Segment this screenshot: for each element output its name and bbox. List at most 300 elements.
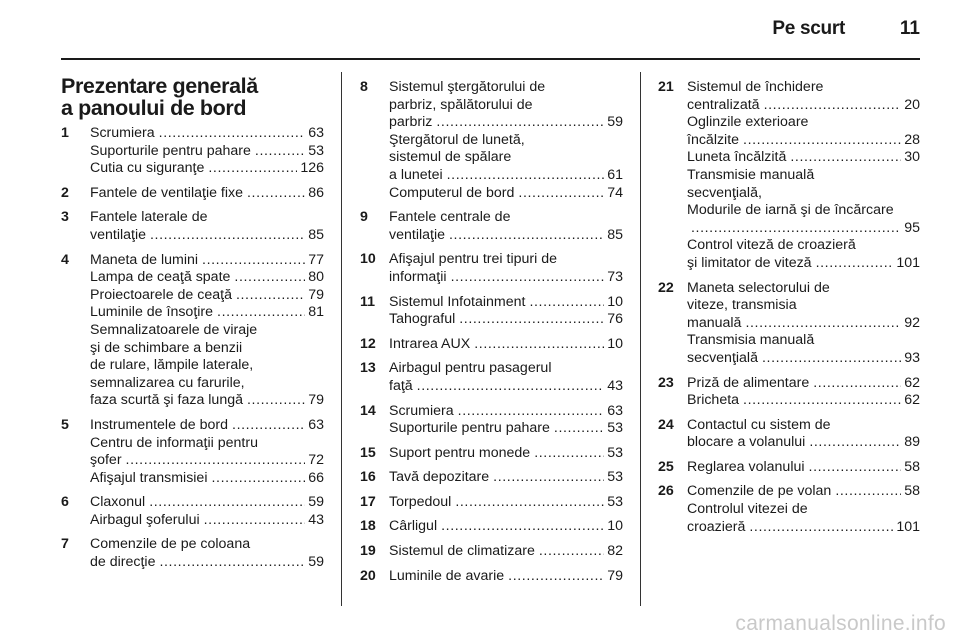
entry-text: Fantele centrale de [389,209,511,226]
entry-text: Computerul de bord [389,184,515,201]
entry-line [90,554,324,572]
entry-line [687,519,920,537]
entry-line [687,255,920,273]
entry-lines [389,403,623,438]
page-header [0,0,960,60]
entry-line [687,132,920,150]
entry-line [687,280,920,298]
entry-text: Proiectoarele de ceaţă [90,286,232,303]
entry-line [90,435,324,453]
entry-list [658,79,920,536]
index-entry [658,459,920,477]
entry-text: Fantele laterale de [90,209,208,226]
entry-text: Bricheta [687,392,740,409]
entry-line [90,470,324,488]
dot-leader [150,227,305,245]
entry-text: Scrumiera [389,402,454,419]
page-reference: 101 [896,254,920,271]
page-reference: 62 [904,392,920,409]
dot-leader [447,167,605,185]
entry-lines [389,294,623,329]
entry-line [389,420,623,438]
dot-leader [208,160,297,178]
page-reference: 59 [607,114,623,131]
page-reference: 63 [607,402,623,419]
entry-line [90,227,324,245]
entry-lines [389,445,623,463]
entry-line [90,512,324,530]
entry-line [389,469,623,487]
entry-number: 6 [61,494,69,511]
entry-list [360,79,623,585]
page-reference: 77 [308,251,324,268]
dot-leader [529,294,604,312]
entry-lines [389,360,623,395]
entry-number: 25 [658,458,674,475]
entry-line [687,501,920,519]
entry-text: Semnalizatoarele de viraje [90,321,258,338]
entry-text: Airbagul şoferului [90,511,200,528]
page-reference: 53 [607,469,623,486]
entry-number: 5 [61,416,69,433]
dot-leader [149,494,305,512]
dot-leader [159,554,305,572]
dot-leader [247,392,305,410]
entry-line [389,543,623,561]
index-entry [360,568,623,586]
entry-line [389,518,623,536]
entry-line [687,297,920,315]
entry-number: 19 [360,543,376,560]
entry-lines [687,459,920,477]
entry-text: Controlul vitezei de [687,501,808,518]
entry-text: ventilaţie [90,226,146,243]
page-reference: 93 [904,349,920,366]
entry-line [389,149,623,167]
dot-leader [762,350,901,368]
index-entry [360,79,623,202]
page-reference: 43 [308,511,324,528]
dot-leader [459,311,604,329]
index-column-3 [658,79,920,543]
page-reference: 66 [308,469,324,486]
entry-text: Sistemul de climatizare [389,543,535,560]
entry-line [389,114,623,132]
entry-lines [90,185,324,203]
entry-line [389,568,623,586]
entry-lines [90,494,324,529]
entry-text: croazieră [687,518,746,535]
entry-text: Sistemul Infotainment [389,293,526,310]
dot-leader [451,269,605,287]
entry-line [389,227,623,245]
entry-text: Torpedoul [389,493,452,510]
entry-line [90,375,324,393]
entry-text: şofer [90,452,122,469]
dot-leader [743,132,901,150]
entry-line [687,483,920,501]
entry-text: Luminile de însoţire [90,304,214,321]
page-reference: 53 [607,420,623,437]
entry-line [389,378,623,396]
entry-text: Transmisie manuală [687,166,815,183]
entry-text: Tahograful [389,311,456,328]
entry-number: 17 [360,493,376,510]
entry-line [389,494,623,512]
entry-text: parbriz [389,114,433,131]
page-reference: 101 [896,518,920,535]
entry-number: 13 [360,360,376,377]
title-line: Prezentare generală [61,74,258,98]
entry-line [90,160,324,178]
entry-text: Ştergătorul de lunetă, [389,131,525,148]
entry-line [389,445,623,463]
entry-text: Suporturile pentru pahare [389,420,550,437]
entry-text: informaţii [389,268,447,285]
entry-line [687,202,920,220]
page-reference: 61 [607,166,623,183]
entry-text: semnalizarea cu farurile, [90,374,245,391]
entry-text: încălzite [687,131,740,148]
entry-number: 4 [61,251,69,268]
entry-lines [389,209,623,244]
entry-line [90,125,324,143]
entry-text: Maneta de lumini [90,251,199,268]
entry-line [687,459,920,477]
dot-leader [202,252,305,270]
dot-leader [436,114,604,132]
entry-number: 18 [360,518,376,535]
entry-text: Comenzile de pe coloana [90,536,251,553]
entry-lines [90,252,324,410]
page-reference: 10 [607,518,623,535]
dot-leader [159,125,306,143]
entry-line [90,417,324,435]
dot-leader [539,543,604,561]
entry-line [389,269,623,287]
entry-lines [389,251,623,286]
entry-line [389,360,623,378]
entry-lines [90,536,324,571]
index-entry [360,360,623,395]
entry-line [90,143,324,161]
entry-text: Claxonul [90,494,146,511]
dot-leader [234,269,305,287]
entry-number: 3 [61,209,69,226]
entry-text: Sistemul de închidere [687,79,824,95]
entry-text: Maneta selectorului de [687,279,830,296]
dot-leader [441,518,604,536]
index-entry [360,518,623,536]
entry-number: 22 [658,279,674,296]
index-entry [658,375,920,410]
entry-line [389,251,623,269]
dot-leader [835,483,901,501]
entry-line [389,167,623,185]
page-reference: 126 [300,160,324,177]
index-entry [658,483,920,536]
entry-text: Afişajul pentru trei tipuri de [389,251,557,268]
index-entry [360,336,623,354]
entry-lines [389,469,623,487]
entry-text: secvenţială, [687,184,762,201]
page-title [61,75,324,119]
entry-text: a lunetei [389,166,443,183]
entry-text: Cutia cu siguranţe [90,160,205,177]
index-entry [61,125,324,178]
entry-number: 1 [61,125,69,141]
entry-text: Fantele de ventilaţie fixe [90,184,244,201]
entry-line [687,375,920,393]
entry-number: 23 [658,374,674,391]
index-entry [658,79,920,273]
dot-leader [211,470,305,488]
entry-line [90,287,324,305]
entry-number: 15 [360,444,376,461]
page-number: 11 [899,18,920,39]
dot-leader [790,149,901,167]
entry-line [90,392,324,410]
entry-text: ventilaţie [389,226,445,243]
index-entry [61,185,324,203]
entry-text: Oglinzile exterioare [687,114,809,131]
entry-text: şi de schimbare a benzii [90,339,243,356]
entry-line [90,269,324,287]
entry-text: şi limitator de viteză [687,254,812,271]
page-reference: 53 [607,493,623,510]
page-reference: 95 [904,219,920,236]
entry-line [90,252,324,270]
dot-leader [554,420,604,438]
dot-leader [204,512,306,530]
dot-leader [813,375,901,393]
page-reference: 81 [308,304,324,321]
entry-line [687,237,920,255]
page-reference: 20 [904,96,920,113]
entry-line [687,350,920,368]
entry-text: manuală [687,314,742,331]
entry-text: Transmisia manuală [687,332,815,349]
entry-text: Suporturile pentru pahare [90,142,251,159]
entry-line [687,97,920,115]
index-entry [61,536,324,571]
entry-text: Reglarea volanului [687,458,805,475]
entry-number: 9 [360,209,368,226]
dot-leader [449,227,604,245]
entry-text: Airbagul pentru pasagerul [389,360,552,377]
dot-leader [518,185,604,203]
entry-number: 10 [360,251,376,268]
entry-lines [90,209,324,244]
entry-line [687,79,920,97]
entry-number: 20 [360,567,376,584]
page-reference: 63 [308,125,324,141]
entry-number: 2 [61,184,69,201]
index-entry [61,209,324,244]
entry-line [90,452,324,470]
dot-leader [508,568,604,586]
dot-leader [691,220,901,238]
page-reference: 76 [607,311,623,328]
entry-lines [389,543,623,561]
watermark: carmanualsonline.info [735,612,946,635]
entry-line [90,357,324,375]
entry-text: Scrumiera [90,125,155,141]
entry-line [90,304,324,322]
entry-line [389,294,623,312]
entry-lines [389,79,623,202]
entry-list [61,125,324,572]
entry-line [90,209,324,227]
index-entry [658,280,920,368]
entry-text: Intrarea AUX [389,335,471,352]
header-divider [61,58,920,60]
page-reference: 79 [308,392,324,409]
page-reference: 79 [607,567,623,584]
page-reference: 53 [607,444,623,461]
index-entry [360,445,623,463]
entry-text: de direcţie [90,554,156,571]
entry-text: Luminile de avarie [389,567,505,584]
page-reference: 85 [607,226,623,243]
entry-line [90,185,324,203]
entry-text: Afişajul transmisiei [90,469,208,486]
column-divider [640,72,641,606]
page-reference: 80 [308,269,324,286]
entry-line [389,79,623,97]
page-reference: 59 [308,554,324,571]
entry-number: 26 [658,483,674,500]
page-reference: 72 [308,452,324,469]
page-reference: 58 [904,458,920,475]
index-entry [61,494,324,529]
page-reference: 85 [308,226,324,243]
entry-line [687,185,920,203]
dot-leader [126,452,306,470]
entry-text: Comenzile de pe volan [687,483,832,500]
entry-text: Control viteză de croazieră [687,237,856,254]
entry-line [90,494,324,512]
page-reference: 92 [904,314,920,331]
entry-number: 14 [360,402,376,419]
page-reference: 28 [904,131,920,148]
entry-line [687,434,920,452]
page-reference: 73 [607,268,623,285]
entry-lines [687,79,920,273]
page-reference: 10 [607,293,623,310]
entry-text: Cârligul [389,518,438,535]
page-reference: 10 [607,335,623,352]
entry-line [389,311,623,329]
dot-leader [493,469,604,487]
entry-number: 16 [360,469,376,486]
page-reference: 53 [308,142,324,159]
entry-lines [687,375,920,410]
entry-number: 24 [658,416,674,433]
entry-number: 7 [61,536,69,553]
index-entry [360,494,623,512]
entry-lines [389,568,623,586]
index-entry [360,294,623,329]
entry-text: centralizată [687,96,760,113]
entry-line [90,340,324,358]
dot-leader [743,392,901,410]
entry-text: Tavă depozitare [389,469,490,486]
entry-line [687,332,920,350]
dot-leader [255,143,305,161]
entry-line [687,114,920,132]
entry-line [687,315,920,333]
entry-line [90,536,324,554]
index-column-1 [61,74,324,579]
entry-text: parbriz, spălătorului de [389,96,533,113]
page-reference: 30 [904,149,920,166]
entry-text: Priză de alimentare [687,374,810,391]
entry-line [687,149,920,167]
dot-leader [247,185,305,203]
dot-leader [458,403,605,421]
entry-line [687,167,920,185]
entry-line [687,417,920,435]
index-entry [360,469,623,487]
page-reference: 43 [607,377,623,394]
entry-line [90,322,324,340]
dot-leader [764,97,902,115]
entry-line [389,185,623,203]
entry-text: Modurile de iarnă şi de încărcare [687,202,894,219]
entry-text: secvenţială [687,349,758,366]
entry-number: 8 [360,79,368,95]
page-reference: 58 [904,483,920,500]
index-column-2 [360,79,623,592]
title-line: a panoului de bord [61,96,247,120]
page-reference: 59 [308,494,324,511]
section-title: Pe scurt [772,18,845,39]
entry-text: faza scurtă şi faza lungă [90,392,243,409]
page-reference: 62 [904,374,920,391]
column-divider [341,72,342,606]
entry-lines [687,483,920,536]
page-reference: 89 [904,434,920,451]
entry-text: Sistemul ştergătorului de [389,79,546,95]
dot-leader [816,255,894,273]
index-entry [360,251,623,286]
entry-line [389,336,623,354]
entry-text: Luneta încălzită [687,149,787,166]
dot-leader [236,287,305,305]
index-entry [360,543,623,561]
entry-text: sistemul de spălare [389,149,512,166]
dot-leader [417,378,605,396]
entry-text: Lampa de ceaţă spate [90,269,231,286]
entry-number: 11 [360,293,375,310]
entry-line [687,392,920,410]
dot-leader [809,459,902,477]
entry-text: blocare a volanului [687,434,806,451]
dot-leader [455,494,604,512]
entry-lines [389,518,623,536]
index-entry [658,417,920,452]
entry-lines [90,417,324,487]
entry-text: Suport pentru monede [389,444,531,461]
dot-leader [474,336,604,354]
entry-lines [389,336,623,354]
page-reference: 79 [308,286,324,303]
entry-line [687,220,920,238]
dot-leader [749,519,893,537]
entry-number: 12 [360,335,376,352]
dot-leader [745,315,901,333]
